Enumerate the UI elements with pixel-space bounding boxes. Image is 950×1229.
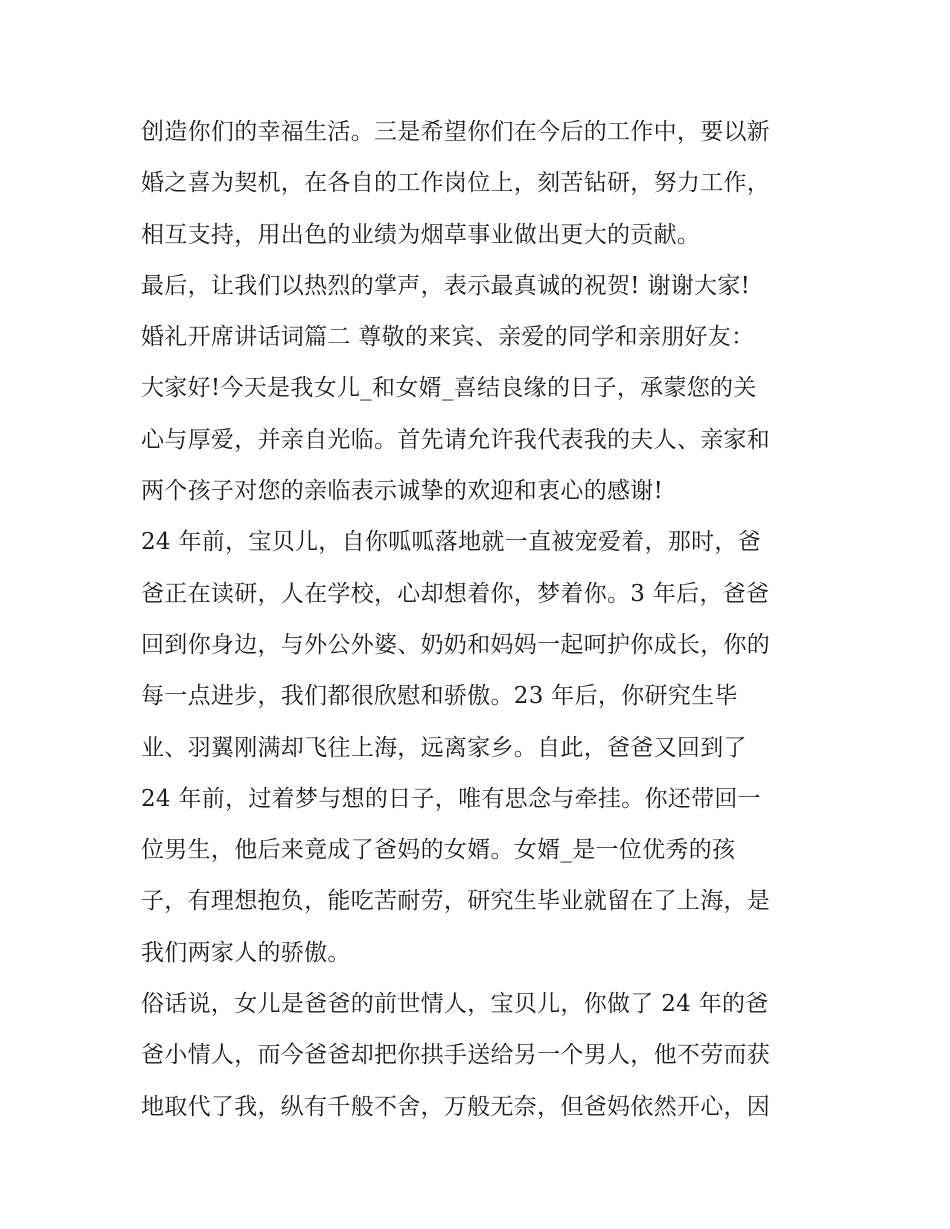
text-line: 爸小情人，而今爸爸却把你拱手送给另一个男人，他不劳而获 bbox=[141, 1042, 771, 1069]
text-line: 爸正在读研，人在学校，心却想着你，梦着你。3 年后，爸爸 bbox=[141, 580, 770, 607]
text-line: 相互支持，用出色的业绩为烟草事业做出更大的贡献。 bbox=[141, 221, 701, 248]
text-line: 24 年前，宝贝儿，自你呱呱落地就一直被宠爱着，那时，爸 bbox=[141, 529, 761, 556]
text-line: 每一点进步，我们都很欣慰和骄傲。23 年后，你研究生毕 bbox=[141, 683, 738, 710]
text-line: 婚之喜为契机，在各自的工作岗位上，刻苦钻研，努力工作， bbox=[141, 170, 771, 197]
text-line: 回到你身边，与外公外婆、奶奶和妈妈一起呵护你成长，你的 bbox=[141, 631, 771, 658]
text-line: 心与厚爱，并亲自光临。首先请允许我代表我的夫人、亲家和 bbox=[141, 426, 771, 453]
text-line: 地取代了我，纵有千般不舍，万般无奈，但爸妈依然开心，因 bbox=[141, 1093, 771, 1120]
text-line: 我们两家人的骄傲。 bbox=[141, 939, 351, 966]
document-body bbox=[141, 107, 821, 1133]
text-line: 24 年前，过着梦与想的日子，唯有思念与牵挂。你还带回一 bbox=[141, 785, 761, 812]
text-line: 创造你们的幸福生活。三是希望你们在今后的工作中，要以新 bbox=[141, 119, 771, 145]
section-heading-line: 婚礼开席讲话词篇二 尊敬的来宾、亲爱的同学和亲朋好友： bbox=[141, 324, 755, 351]
text-line: 两个孩子对您的亲临表示诚挚的欢迎和衷心的感谢! bbox=[141, 478, 664, 505]
text-line: 位男生，他后来竟成了爸妈的女婿。女婿_是一位优秀的孩 bbox=[141, 837, 736, 864]
text-line: 子，有理想抱负，能吃苦耐劳，研究生毕业就留在了上海，是 bbox=[141, 888, 771, 915]
text-line: 俗话说，女儿是爸爸的前世情人，宝贝儿，你做了 24 年的爸 bbox=[141, 991, 769, 1018]
text-line: 业、羽翼刚满却飞往上海，远离家乡。自此，爸爸又回到了 bbox=[141, 734, 747, 761]
text-line: 最后，让我们以热烈的掌声，表示最真诚的祝贺! 谢谢大家! bbox=[141, 272, 751, 299]
text-line: 大家好!今天是我女儿_和女婿_喜结良缘的日子，承蒙您的关 bbox=[141, 375, 757, 402]
